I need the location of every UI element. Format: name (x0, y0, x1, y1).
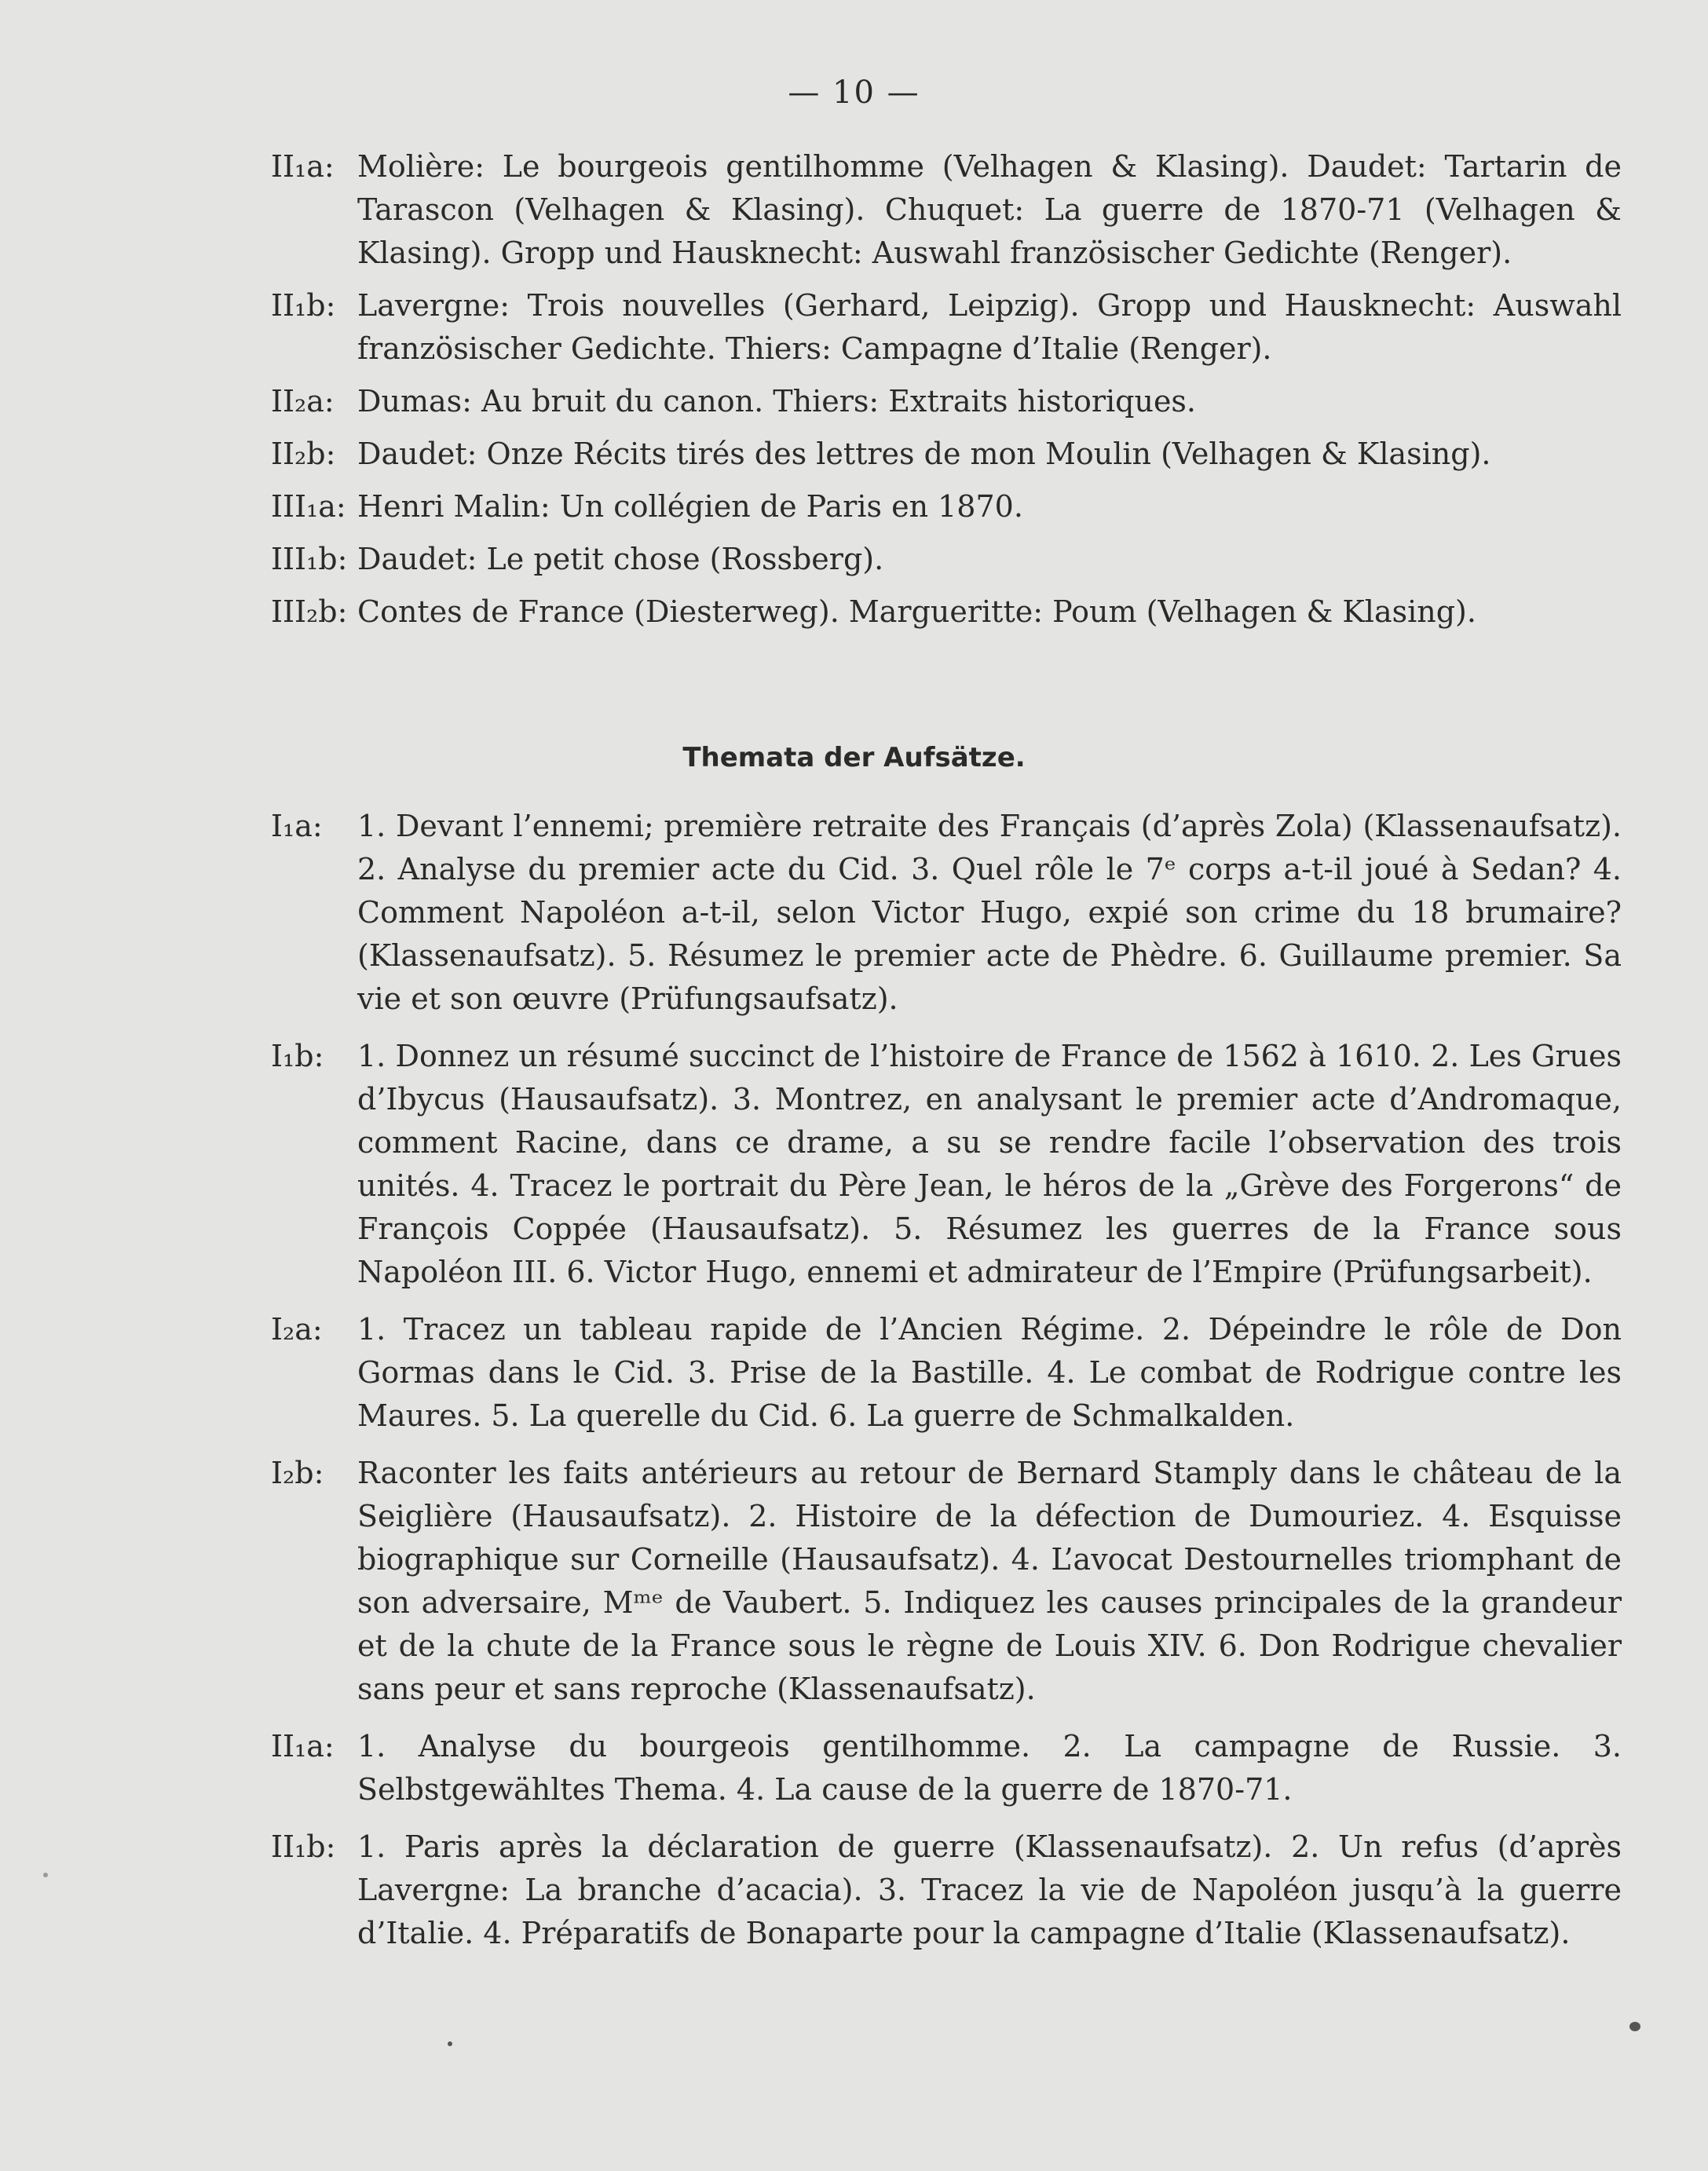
themata-list (271, 805, 1622, 1955)
class-label: I₂a: (271, 1312, 323, 1347)
ink-speck (448, 2041, 452, 2046)
themata-text: 1. Donnez un résumé succinct de l’histoire de France de 1562 à 1610. 2. Les Grues d’Ibycus (Hausaufsatz). 3. Montrez, en analysant le premier acte d’Andromaque, comment Racine, dans ce drame, a su se rendre facile l’observation des trois unités. 4. Tracez le portrait du Père Jean, le héros de la „Grève des Forgerons“ de François Coppée (Hausaufsatz). 5. Résumez les guerres de la France sous Napoléon III. 6. Victor Hugo, ennemi et admirateur de l’Empire (Prüfungsarbeit). (357, 1039, 1622, 1289)
themata-entry-I2a (271, 1308, 1622, 1438)
themata-entry-I1a (271, 805, 1622, 1021)
reading-entry-II1a (271, 145, 1622, 275)
class-label: II₁b: (271, 288, 336, 323)
class-label: II₁b: (271, 1829, 336, 1864)
themata-text: 1. Paris après la déclaration de guerre (Klassenaufsatz). 2. Un refus (d’après Lavergne: La branche d’acacia). 3. Tracez la vie de Napoléon jusqu’à la guerre d’Italie. 4. Préparatifs de Bonaparte pour la campagne d’Italie (Klassenaufsatz). (357, 1829, 1622, 1950)
reading-entry-III1a (271, 485, 1622, 528)
class-label: I₂b: (271, 1456, 324, 1490)
class-label: II₂b: (271, 437, 336, 471)
reading-entry-III2b (271, 590, 1622, 634)
reading-text: Lavergne: Trois nouvelles (Gerhard, Leipzig). Gropp und Hausknecht: Auswahl französischer Gedichte. Thiers: Campagne d’Italie (Renger). (357, 288, 1622, 366)
reading-text: Contes de France (Diesterweg). Margueritte: Poum (Velhagen & Klasing). (357, 594, 1476, 629)
class-label: II₁a: (271, 1729, 335, 1763)
reading-entry-II1b (271, 284, 1622, 371)
themata-text: 1. Devant l’ennemi; première retraite des Français (d’après Zola) (Klassenaufsatz). 2. Analyse du premier acte du Cid. 3. Quel rôle le 7ᵉ corps a-t-il joué à Sedan? 4. Comment Napoléon a-t-il, selon Victor Hugo, expié son crime du 18 brumaire? (Klassenaufsatz). 5. Résumez le premier acte de Phèdre. 6. Guillaume premier. Sa vie et son œuvre (Prüfungsaufsatz). (357, 809, 1622, 1016)
themata-entry-I1b (271, 1035, 1622, 1294)
class-label: I₁a: (271, 809, 323, 843)
themata-text: Raconter les faits antérieurs au retour de Bernard Stamply dans le château de la Seiglière (Hausaufsatz). 2. Histoire de la défection de Dumouriez. 4. Esquisse biographique sur Corneille (Hausaufsatz). 4. L’avocat Destournelles triomphant de son adversaire, Mᵐᵉ de Vaubert. 5. Indiquez les causes principales de la grandeur et de la chute de la France sous le règne de Louis XIV. 6. Don Rodrigue chevalier sans peur et sans reproche (Klassenaufsatz). (357, 1456, 1622, 1706)
reading-text: Henri Malin: Un collégien de Paris en 1870. (357, 489, 1023, 524)
class-label: III₁a: (271, 489, 346, 524)
reading-list (271, 145, 1622, 634)
themata-entry-I2b (271, 1452, 1622, 1711)
class-label: III₁b: (271, 542, 348, 576)
reading-text: Daudet: Onze Récits tirés des lettres de mon Moulin (Velhagen & Klasing). (357, 437, 1491, 471)
ink-speck (1629, 2022, 1640, 2031)
themata-text: 1. Analyse du bourgeois gentilhomme. 2. La campagne de Russie. 3. Selbstgewähltes Thema. 4. La cause de la guerre de 1870-71. (357, 1729, 1622, 1807)
themata-entry-II1b (271, 1826, 1622, 1955)
class-label: III₂b: (271, 594, 348, 629)
class-label: II₂a: (271, 384, 335, 418)
reading-text: Dumas: Au bruit du canon. Thiers: Extraits historiques. (357, 384, 1197, 418)
page-number: — 10 — (788, 75, 920, 111)
class-label: II₁a: (271, 149, 335, 184)
reading-entry-III1b (271, 538, 1622, 581)
themata-entry-II1a (271, 1725, 1622, 1811)
themata-text: 1. Tracez un tableau rapide de l’Ancien Régime. 2. Dépeindre le rôle de Don Gormas dans le Cid. 3. Prise de la Bastille. 4. Le combat de Rodrigue contre les Maures. 5. La querelle du Cid. 6. La guerre de Schmalkalden. (357, 1312, 1622, 1433)
class-label: I₁b: (271, 1039, 324, 1073)
ink-speck (43, 1873, 48, 1877)
reading-text: Molière: Le bourgeois gentilhomme (Velhagen & Klasing). Daudet: Tartarin de Tarascon (Velhagen & Klasing). Chuquet: La guerre de 1870-71 (Velhagen & Klasing). Gropp und Hausknecht: Auswahl französischer Gedichte (Renger). (357, 149, 1622, 270)
section-heading: Themata der Aufsätze. (682, 742, 1026, 773)
reading-text: Daudet: Le petit chose (Rossberg). (357, 542, 884, 576)
reading-entry-II2a (271, 380, 1622, 423)
reading-entry-II2b (271, 433, 1622, 476)
